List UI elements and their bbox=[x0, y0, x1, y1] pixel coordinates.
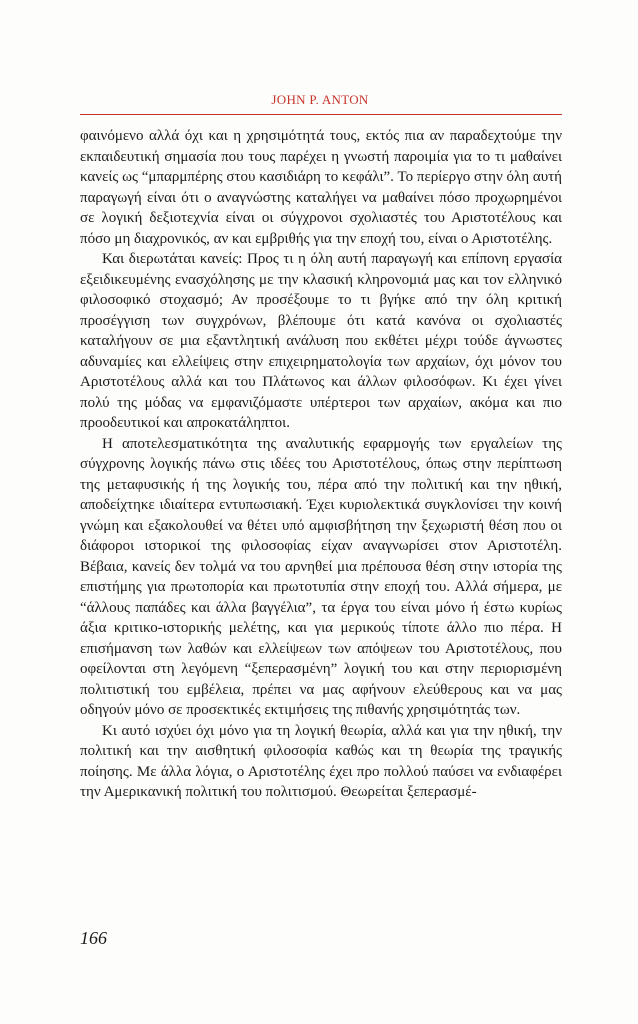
paragraph: Η αποτελεσματικότητα της αναλυτικής εφαρμογής των εργαλείων της σύγχρονης λογικής πάνω στις ιδέες του Αριστοτέλους, όπως στην περίπτωση της μεταφυσικής ή της λογικής του, πέρα από την πολιτική και την ηθική, αποδείχτηκε ιδιαίτερα εντυπωσιακή. Έχει κυριολεκτικά συγκλονίσει την κοινή γνώμη και εξακολουθεί να θέτει υπό αμφισβήτηση την ξεχωριστή θέση που οι διάφοροι ιστορικοί της φιλοσοφίας είχαν αναγνωρίσει στον Αριστοτέλη. Βέβαια, κανείς δεν τολμά να του αρνηθεί μια πρέπουσα θέση στην ιστορία της επιστήμης για πρωτοπορία και πρωτοτυπία στην εποχή του. Αλλά σήμερα, με “άλλους παπάδες και άλλα βαγγέλια”, τα έργα του είναι μόνο ή έστω κυρίως άξια κριτικο-ιστορικής μελέτης, και για μερικούς τίποτε άλλο πιο πέρα. Η επισήμανση των λαθών και ελλείψεων των απόψεων του Αριστοτέλους, που οφείλονται στη λεγόμενη “ξεπερασμένη” λογική του και στην περιορισμένη πολιτιστική του εμβέλεια, πρέπει να μας αφήνουν ελεύθερους και να μας οδηγούν μόνο σε προσεκτικές εκτιμήσεις της πιθανής χρησιμότητάς των. bbox=[80, 435, 562, 718]
paragraph: Κι αυτό ισχύει όχι μόνο για τη λογική θεωρία, αλλά και για την ηθική, την πολιτική και την αισθητική φιλοσοφία καθώς και τη θεωρία της τραγικής ποίησης. Με άλλα λόγια, ο Αριστοτέλης έχει προ πολλού παύσει να ενδιαφέρει την Αμερικανική πολιτική του πολιτισμού. Θεωρείται ξεπερασμέ- bbox=[80, 722, 562, 800]
body-text bbox=[80, 126, 562, 803]
paragraph: φαινόμενο αλλά όχι και η χρησιμότητά τους, εκτός πια αν παραδεχτούμε την εκπαιδευτική σημασία που τους παρέχει η γνωστή παροιμία για το τι μαθαίνει κανείς ως “μπαρμπέρης στου κασιδιάρη το κεφάλι”. Το περίεργο στην όλη αυτή παραγωγή είναι ότι ο αναγνώστης καταλήγει να μαθαίνει πόσο προχωρημένοι σε λογική δεξιοτεχνία είναι οι σύγχρονοι σχολιαστές του Αριστοτέλους και πόσο μη διαχρονικός, αν και εμβριθής για την εποχή του, είναι ο Αριστοτέλης. bbox=[80, 128, 562, 247]
header-rule bbox=[80, 114, 562, 115]
paragraph: Και διερωτάται κανείς: Προς τι η όλη αυτή παραγωγή και επίπονη εργασία εξειδικευμένης ενασχόλησης με την κλασική κληρονομιά μας και τον ελληνικό φιλοσοφικό στοχασμό; Αν προσέξουμε το τι βγήκε από την όλη κριτική προσέγγιση των συγχρόνων, βλέπουμε ότι κατά κανόνα οι σχολιαστές καταλήγουν σε μια εξαντλητική ανάλυση που εκθέτει μέχρι τούδε άγνωστες αδυναμίες και ελλείψεις στην επιχειρηματολογία των αρχαίων, όχι μόνον του Αριστοτέλους αλλά και του Πλάτωνος και άλλων φιλοσόφων. Κι έχει γίνει πολύ της μόδας να εμφανιζόμαστε υπέρτεροι των αρχαίων, ακόμα και πιο προοδευτικοί και απροκατάληπτοι. bbox=[80, 251, 562, 431]
running-head: JOHN P. ANTON bbox=[271, 92, 369, 107]
page-number: 166 bbox=[80, 928, 107, 948]
